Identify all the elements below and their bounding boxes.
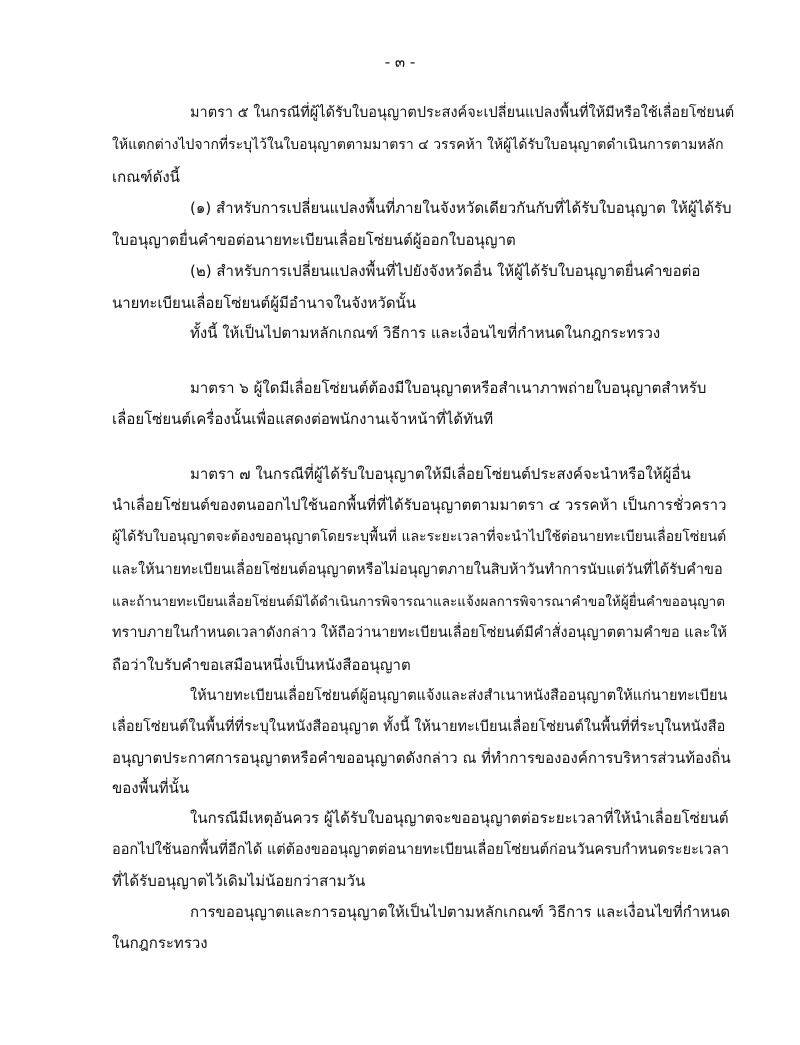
sec7-line-1: มาตรา ๗ ในกรณีที่ผู้ได้รับใบอนุญาตให้มีเลื่อยโซ่ยนต์ประสงค์จะนำหรือให้ผู้อื่น: [190, 465, 691, 483]
sec5-line-1: มาตรา ๕ ในกรณีที่ผู้ได้รับใบอนุญาตประสงค์จะเปลี่ยนแปลงพื้นที่ให้มีหรือใช้เลื่อยโซ่ยนต์: [190, 105, 735, 121]
sec7-line-16: ในกฎกระทรวง: [112, 934, 208, 952]
sec5-line-5: ใบอนุญาตยื่นคำขอต่อนายทะเบียนเลื่อยโซ่ยนต์ผู้ออกใบอนุญาต: [112, 231, 516, 249]
page-number: - ๓ -: [384, 53, 416, 71]
sec7-line-14: ที่ได้รับอนุญาตไว้เดิมไม่น้อยกว่าสามวัน: [112, 872, 366, 890]
sec7-line-13: ออกไปใช้นอกพื้นที่อีกได้ แต่ต้องขออนุญาตต่อนายทะเบียนเลื่อยโซ่ยนต์ก่อนวันครบกำหนดระยะเวลา: [112, 842, 730, 858]
sec7-line-11: ของพื้นที่นั้น: [112, 779, 190, 797]
sec5-line-6: (๒) สำหรับการเปลี่ยนแปลงพื้นที่ไปยังจังหวัดอื่น ให้ผู้ได้รับใบอนุญาตยื่นคำขอต่อ: [190, 262, 701, 280]
sec6-line-1: มาตรา ๖ ผู้ใดมีเลื่อยโซ่ยนต์ต้องมีใบอนุญาตหรือสำเนาภาพถ่ายใบอนุญาตสำหรับ: [190, 379, 707, 397]
sec7-line-4: และให้นายทะเบียนเลื่อยโซ่ยนต์อนุญาตหรือไม่อนุญาตภายในสิบห้าวันทำการนับแต่วันที่ได้รับคำขอ: [112, 562, 723, 578]
sec7-line-3: ผู้ได้รับใบอนุญาตจะต้องขออนุญาตโดยระบุพื้นที่ และระยะเวลาที่จะนำไปใช้ต่อนายทะเบียนเลื่อยโซ่ยนต์: [112, 529, 727, 545]
sec7-line-8: ให้นายทะเบียนเลื่อยโซ่ยนต์ผู้อนุญาตแจ้งและส่งสำเนาหนังสืออนุญาตให้แก่นายทะเบียน: [190, 688, 728, 704]
sec6-line-2: เลื่อยโซ่ยนต์เครื่องนั้นเพื่อแสดงต่อพนักงานเจ้าหน้าที่ได้ทันที: [112, 410, 494, 428]
sec7-line-9: เลื่อยโซ่ยนต์ในพื้นที่ที่ระบุในหนังสืออนุญาต ทั้งนี้ ให้นายทะเบียนเลื่อยโซ่ยนต์ในพื้นที่ที่ระบุในหนังสือ: [112, 719, 726, 735]
sec7-line-10: อนุญาตประกาศการอนุญาตหรือคำขออนุญาตดังกล่าว ณ ที่ทำการขององค์การบริหารส่วนท้องถิ่น: [112, 749, 731, 767]
sec5-line-7: นายทะเบียนเลื่อยโซ่ยนต์ผู้มีอำนาจในจังหวัดนั้น: [112, 294, 417, 312]
sec5-line-8: ทั้งนี้ ให้เป็นไปตามหลักเกณฑ์ วิธีการ และเงื่อนไขที่กำหนดในกฎกระทรวง: [190, 324, 661, 342]
sec7-line-12: ในกรณีมีเหตุอันควร ผู้ได้รับใบอนุญาตจะขออนุญาตต่อระยะเวลาที่ให้นำเลื่อยโซ่ยนต์: [190, 809, 729, 827]
sec7-line-2: นำเลื่อยโซ่ยนต์ของตนออกไปใช้นอกพื้นที่ที่ได้รับอนุญาตตามมาตรา ๔ วรรคห้า เป็นการชั่วคราว: [112, 496, 727, 514]
sec5-line-3: เกณฑ์ดังนี้: [112, 168, 180, 186]
sec7-line-5: และถ้านายทะเบียนเลื่อยโซ่ยนต์มิได้ดำเนินการพิจารณาและแจ้งผลการพิจารณาคำขอให้ผู้ยื่นคำขออนุญาต: [112, 594, 726, 610]
sec5-line-4: (๑) สำหรับการเปลี่ยนแปลงพื้นที่ภายในจังหวัดเดียวกันกับที่ได้รับใบอนุญาต ให้ผู้ได้รับ: [190, 199, 732, 217]
sec7-line-6: ทราบภายในกำหนดเวลาดังกล่าว ให้ถือว่านายทะเบียนเลื่อยโซ่ยนต์มีคำสั่งอนุญาตตามคำขอ และให้: [112, 625, 727, 641]
sec7-line-15: การขออนุญาตและการอนุญาตให้เป็นไปตามหลักเกณฑ์ วิธีการ และเงื่อนไขที่กำหนด: [190, 903, 731, 921]
sec5-line-2: ให้แตกต่างไปจากที่ระบุไว้ในใบอนุญาตตามมาตรา ๔ วรรคห้า ให้ผู้ได้รับใบอนุญาตดำเนินการตามหลัก: [112, 137, 724, 153]
sec7-line-7: ถือว่าใบรับคำขอเสมือนหนึ่งเป็นหนังสืออนุญาต: [112, 656, 411, 674]
